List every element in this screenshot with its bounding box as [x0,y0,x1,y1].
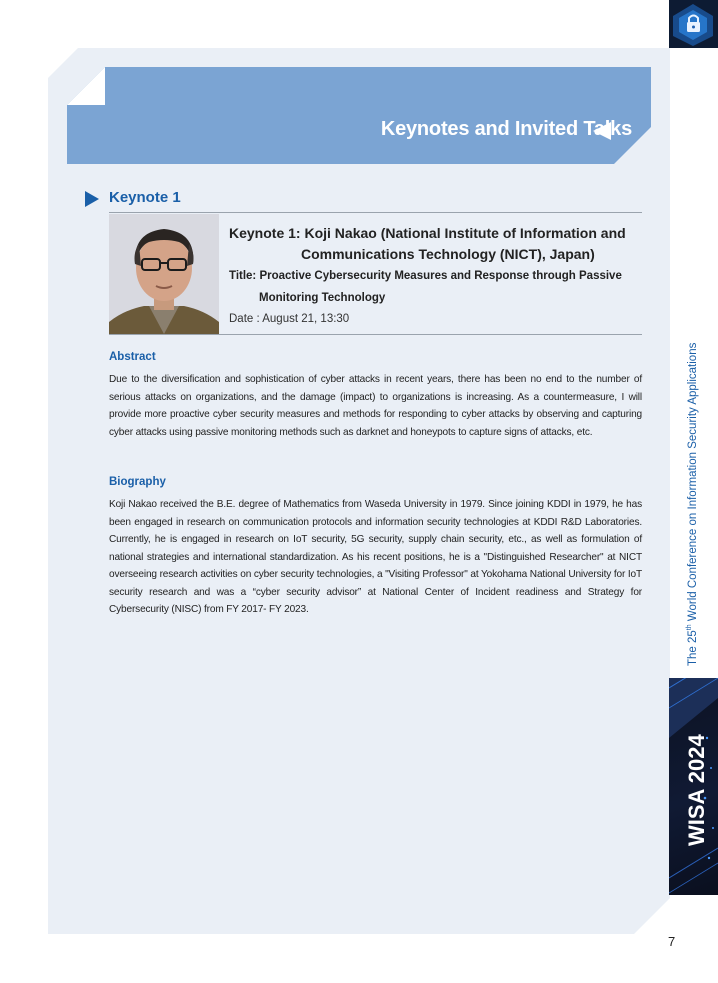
triangle-right-icon [85,191,99,207]
speaker-photo [109,214,219,334]
talk-title: Title: Proactive Cybersecurity Measures and Response through Passive [229,270,622,282]
section-title: Keynote 1 [109,189,181,206]
keynote-info [229,223,639,330]
conference-name-suffix: World Conference on Information Security Applications [686,342,699,625]
conference-name [686,343,699,666]
header-band [67,67,651,164]
speaker-name: Keynote 1: Koji Nakao (National Institute of Information and [229,225,626,241]
abstract-heading: Abstract [109,351,156,363]
biography-heading: Biography [109,476,166,488]
page-title: Keynotes and Invited Talks [380,118,632,140]
page-number: 7 [668,934,676,949]
conference-name-ordinal: th [686,624,693,631]
talk-title-continued: Monitoring Technology [259,292,386,304]
keynote-card [109,212,642,335]
content-panel [48,48,670,934]
triangle-left-icon [593,122,611,140]
abstract-text: Due to the diversification and sophistication of cyber attacks in recent years, there has been no end to the number of serious attacks on organizations, and the damage (impact) to organizations is increasing. As a countermeasure, I will provide more proactive cyber security measures and methods for responding to cyber attacks by observing and capturing cyber attacks using passive monitoring methods such as darknet and honeypots to capture signs of attacks, etc. [109,374,642,438]
lock-icon [669,0,718,48]
event-name: WISA 2024 [684,734,709,846]
speaker-affiliation: Communications Technology (NICT), Japan) [301,246,595,262]
biography-text: Koji Nakao received the B.E. degree of Mathematics from Waseda University in 1979. Since joining KDDI in 1979, he has been engaged in research on communication protocols and information security technologies at KDDI R&D Laboratories. Currently, he is engaged in research on IoT security, 5G security, supply chain security, etc., as well as formulation of national strategies and international standardization. As his recent positions, he is a "Distinguished Researcher" at NICT overseeing research activities on cyber security technologies, a "Visiting Professor" at Yokohama National University for IoT security research and was a “cyber security advisor” at National Center of Incident readiness and Strategy for Cybersecurity (NISC) from FY 2017- FY 2023. [109,499,642,615]
conference-name-prefix: The 25 [686,630,699,666]
talk-date: Date : August 21, 13:30 [229,313,350,325]
